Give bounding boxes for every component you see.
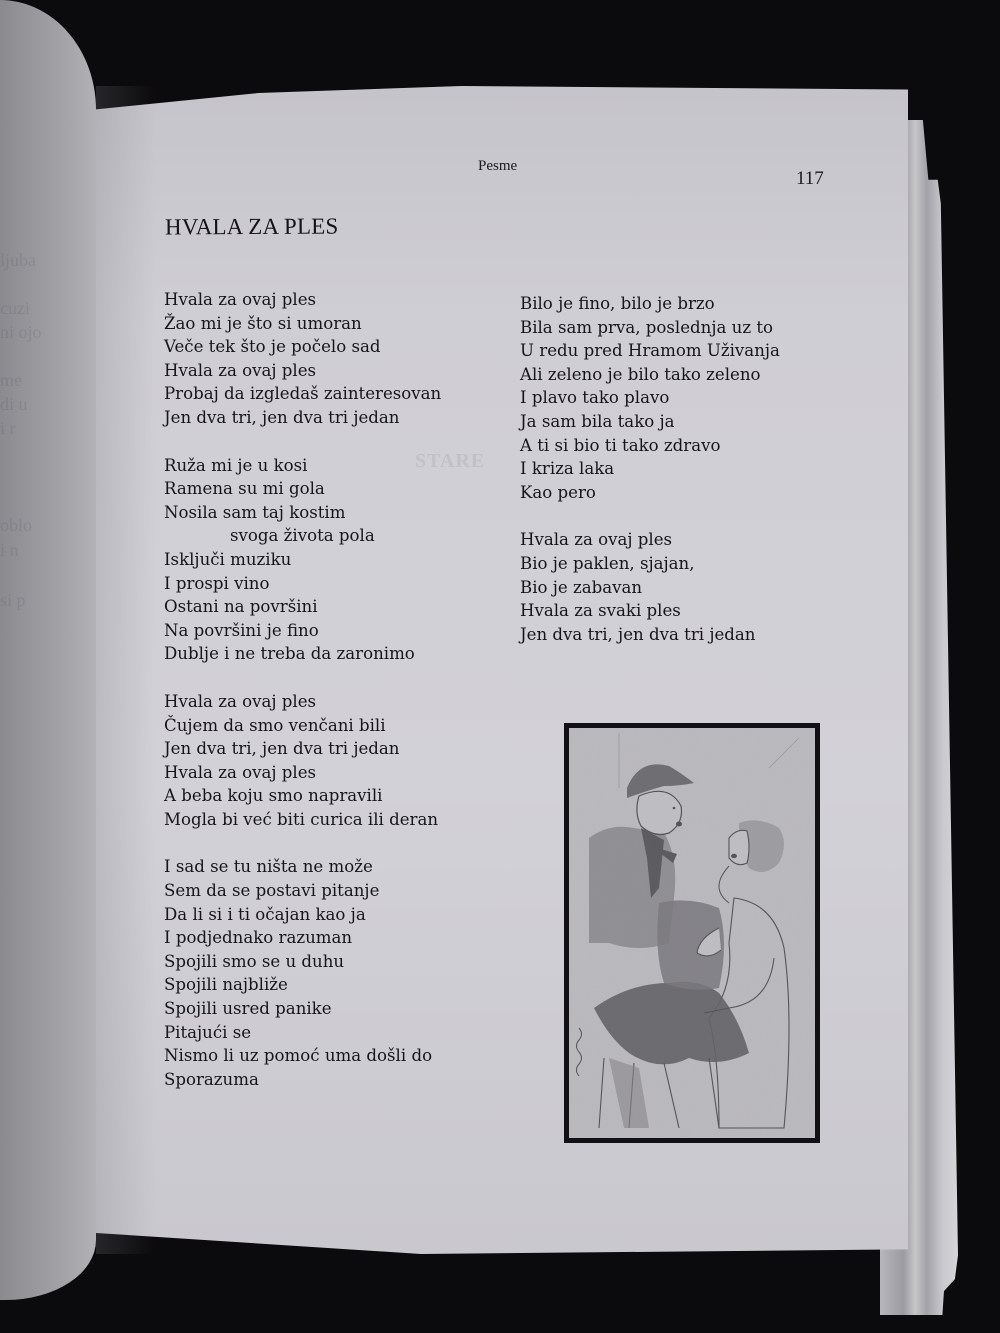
show-through-text: STARE [415, 450, 486, 472]
poem-line: U redu pred Hramom Uživanja [520, 341, 780, 361]
stanza [164, 288, 441, 430]
poem-line: Da li si i ti očajan kao ja [164, 904, 366, 924]
poem-line: Pitajući se [164, 1022, 252, 1042]
poem-line: Bila sam prva, poslednja uz to [520, 317, 774, 337]
poem-line: Sem da se postavi pitanje [164, 881, 380, 901]
poem-line: svoga života pola [230, 526, 375, 546]
poem-title: HVALA ZA PLES [164, 213, 339, 240]
poem-line: Hvala za ovaj ples [164, 360, 317, 380]
poem-line: Probaj da izgledaš zainteresovan [164, 384, 442, 404]
poem-line: Žao mi je što si umoran [164, 313, 362, 333]
poem-line: I prospi vino [164, 573, 270, 593]
poem-line: I sad se tu ništa ne može [164, 857, 373, 877]
poem-line: Nismo li uz pomoć uma došli do [164, 1046, 433, 1066]
poem-line: Na površini je fino [164, 620, 319, 640]
poem-line: Spojili smo se u duhu [164, 951, 345, 971]
ghost-text: cuzi [0, 298, 30, 318]
dancing-couple-illustration [564, 723, 820, 1143]
poem-line: Bio je paklen, sjajan, [520, 553, 695, 573]
poem-line: I plavo tako plavo [520, 388, 670, 408]
poem-line: A ti si bio ti tako zdravo [520, 435, 721, 455]
poem-line: Hvala za ovaj ples [520, 530, 673, 550]
poem-line: Jen dva tri, jen dva tri jedan [520, 624, 756, 644]
ghost-text: i r [0, 418, 16, 438]
poem-line: Hvala za ovaj ples [164, 762, 317, 782]
stanza [164, 690, 441, 832]
poem-line: Jen dva tri, jen dva tri jedan [164, 739, 400, 759]
poem-line: Kao pero [520, 482, 596, 502]
stanza [520, 292, 780, 504]
poem-column-right [520, 292, 780, 670]
poem-line: Nosila sam taj kostim [164, 502, 346, 522]
stanza [164, 855, 441, 1091]
poem-line: Spojili najbliže [164, 975, 288, 995]
poem-line: Ruža mi je u kosi [164, 455, 308, 475]
ghost-text: di u [0, 394, 28, 414]
page-number: 117 [796, 168, 824, 189]
poem-line: Hvala za ovaj ples [164, 691, 317, 711]
poem-line: Bilo je fino, bilo je brzo [520, 294, 715, 313]
ghost-text: ni ojo [0, 322, 42, 342]
poem-line: Mogla bi već biti curica ili deran [164, 809, 439, 829]
poem-line: Veče tek što je počelo sad [164, 337, 381, 357]
poem-line: I podjednako razuman [164, 928, 353, 948]
poem-line: Hvala za ovaj ples [164, 290, 317, 309]
poem-line: Sporazuma [164, 1069, 259, 1089]
stanza [520, 528, 780, 646]
poem-line: Ja sam bila tako ja [520, 411, 675, 431]
illustration-drawing [569, 728, 815, 1138]
poem-column-left [164, 288, 441, 1115]
poem-line: Hvala za svaki ples [520, 601, 681, 621]
poem-line: Bio je zabavan [520, 577, 643, 597]
poem-line: I kriza laka [520, 459, 615, 479]
poem-line: Dublje i ne treba da zaronimo [164, 644, 415, 664]
ghost-text: me [0, 370, 22, 390]
poem-line: Ali zeleno je bilo tako zeleno [520, 364, 761, 384]
ghost-text: oblo [0, 515, 33, 535]
poem-line: Čujem da smo venčani bili [164, 715, 386, 735]
stanza [164, 454, 441, 666]
ghost-text: ljuba [0, 250, 36, 270]
poem-line: Ramena su mi gola [164, 479, 325, 499]
ghost-text: si p [0, 590, 26, 610]
poem-line: Jen dva tri, jen dva tri jedan [164, 407, 400, 427]
previous-page-curl [0, 0, 96, 1300]
ghost-text: i n [0, 540, 19, 560]
poem-line: Ostani na površini [164, 597, 318, 617]
running-head: Pesme [478, 158, 518, 174]
poem-line: A beba koju smo napravili [164, 786, 383, 806]
poem-line: Spojili usred panike [164, 999, 332, 1019]
poem-line: Isključi muziku [164, 549, 292, 569]
